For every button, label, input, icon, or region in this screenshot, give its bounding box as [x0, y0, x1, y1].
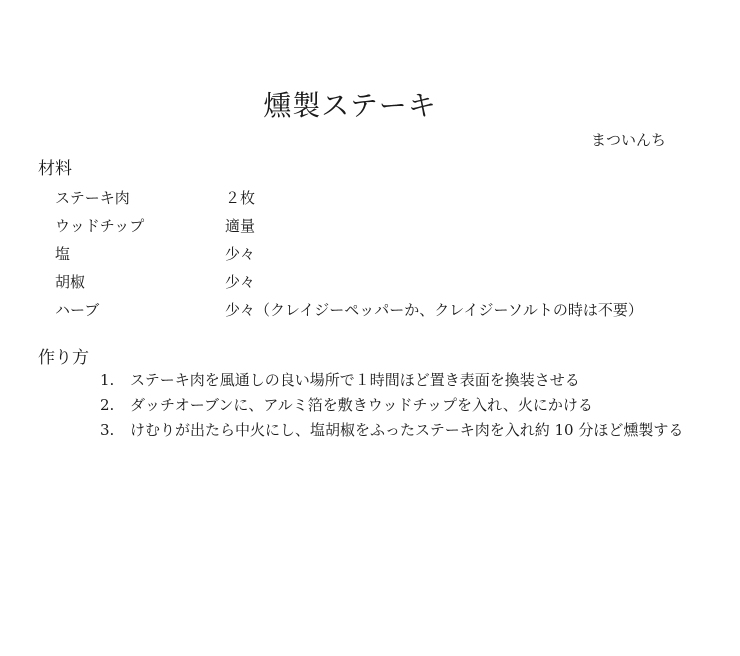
step-list	[100, 368, 690, 443]
recipe-title: 燻製ステーキ	[263, 89, 437, 122]
steps-heading: 作り方	[38, 348, 89, 368]
ingredient-name: ステーキ肉	[55, 188, 130, 207]
step-number: 1.	[100, 371, 115, 389]
step-item	[100, 393, 690, 418]
ingredient-list	[55, 183, 695, 323]
ingredient-row	[55, 183, 695, 211]
ingredient-row	[55, 267, 695, 295]
author-name: まついんち	[590, 131, 666, 149]
ingredient-quantity: 少々	[225, 272, 256, 291]
step-item	[100, 418, 690, 443]
ingredient-row	[55, 211, 695, 239]
step-item	[100, 368, 690, 393]
ingredient-row	[55, 295, 695, 323]
materials-heading: 材料	[38, 159, 72, 179]
ingredient-name: ウッドチップ	[55, 216, 145, 235]
ingredient-name: ハーブ	[55, 300, 100, 319]
ingredient-row	[55, 239, 695, 267]
step-text: ステーキ肉を風通しの良い場所で１時間ほど置き表面を換装させる	[130, 371, 580, 389]
step-text: けむりが出たら中火にし、塩胡椒をふったステーキ肉を入れ約 10 分ほど燻製する	[130, 421, 684, 439]
step-number: 3.	[100, 421, 115, 439]
ingredient-quantity: ２枚	[225, 188, 256, 207]
ingredient-name: 塩	[55, 244, 71, 263]
step-number: 2.	[100, 396, 115, 414]
ingredient-quantity: 少々（クレイジーペッパーか、クレイジーソルトの時は不要）	[225, 300, 643, 319]
step-text: ダッチオーブンに、アルミ箔を敷きウッドチップを入れ、火にかける	[130, 396, 593, 414]
ingredient-name: 胡椒	[55, 272, 86, 291]
ingredient-quantity: 適量	[225, 216, 256, 235]
ingredient-quantity: 少々	[225, 244, 256, 263]
